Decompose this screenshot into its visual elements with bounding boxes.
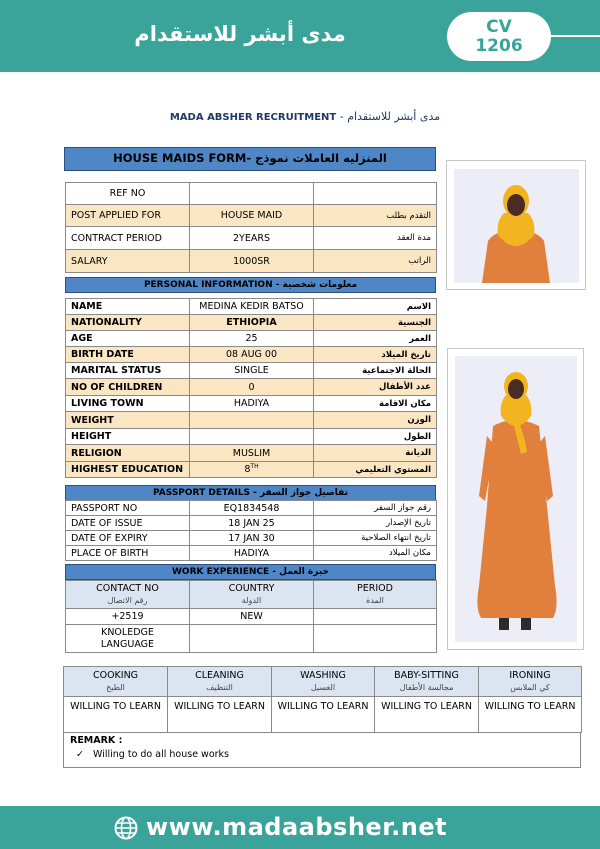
age-label: AGE — [66, 331, 190, 347]
website-link[interactable]: www.madaabsher.net — [146, 813, 448, 841]
skill-washing-header — [272, 667, 375, 697]
skill-babysitting-ar: مجالسة الأطفال — [399, 682, 454, 692]
header-band — [0, 0, 600, 72]
height-label: HEIGHT — [66, 429, 190, 445]
religion-label: RELIGION — [66, 445, 190, 462]
contact-value: +2519 — [66, 609, 190, 625]
post-arabic: التقدم بطلب — [314, 205, 437, 227]
education-label: HIGHEST EDUCATION — [66, 462, 190, 478]
cv-badge — [447, 12, 551, 61]
ref-no-label: REF NO — [66, 183, 190, 205]
religion-arabic: الديانة — [314, 445, 437, 462]
check-icon: ✓ — [76, 749, 84, 760]
religion-value: MUSLIM — [190, 445, 314, 462]
skill-ironing-value: WILLING TO LEARN — [479, 697, 582, 733]
cv-label: CV — [486, 17, 512, 37]
salary-value: 1000SR — [190, 250, 314, 273]
name-label: NAME — [66, 299, 190, 315]
skill-cleaning-ar: التنظيف — [206, 682, 233, 692]
table-row — [66, 379, 437, 396]
age-value: 25 — [190, 331, 314, 347]
education-value — [190, 462, 314, 478]
knowledge-label: KNOLEDGE — [101, 626, 154, 638]
knowledge-language-extra — [314, 625, 437, 653]
skill-washing-ar: الغسيل — [310, 682, 336, 692]
period-column-ar: المدة — [366, 595, 384, 605]
table-row — [66, 315, 437, 331]
table-row — [66, 227, 437, 250]
period-value — [314, 609, 437, 625]
personal-info-table — [65, 298, 437, 478]
full-body-figure-icon — [455, 356, 577, 642]
birth-place-value: HADIYA — [190, 546, 314, 561]
skill-cleaning-header — [168, 667, 272, 697]
table-row — [66, 581, 437, 609]
header-divider — [550, 35, 600, 37]
table-row — [66, 396, 437, 412]
town-value: HADIYA — [190, 396, 314, 412]
country-column-en: COUNTRY — [228, 582, 275, 594]
skill-cooking-value: WILLING TO LEARN — [64, 697, 168, 733]
table-row — [66, 445, 437, 462]
language-label: LANGUAGE — [100, 638, 155, 650]
table-row — [64, 667, 582, 697]
contact-column-ar: رقم الاتصال — [107, 595, 148, 605]
expiry-value: 17 JAN 30 — [190, 531, 314, 546]
knowledge-language-label — [66, 625, 190, 653]
table-row — [66, 412, 437, 429]
portrait-photo — [446, 160, 586, 290]
passport-no-arabic: رقم جواز السفر — [314, 501, 437, 516]
contract-label: CONTRACT PERIOD — [66, 227, 190, 250]
table-row — [66, 205, 437, 227]
marital-value: SINGLE — [190, 363, 314, 379]
footer-band — [0, 806, 600, 849]
subheading-arabic: مدى أبشر للاستقدام — [347, 110, 441, 123]
country-value: NEW — [190, 609, 314, 625]
full-body-photo — [447, 348, 584, 650]
skill-ironing-ar: كي الملابس — [510, 682, 550, 692]
town-label: LIVING TOWN — [66, 396, 190, 412]
subheading-separator: - — [336, 110, 348, 123]
country-column-ar: الدولة — [241, 595, 262, 605]
nationality-arabic: الجنسية — [314, 315, 437, 331]
subheading-english: MADA ABSHER RECRUITMENT — [169, 112, 337, 123]
skill-washing-value: WILLING TO LEARN — [272, 697, 375, 733]
work-experience-header: WORK EXPERIENCE - خبرة العمل — [65, 564, 436, 580]
table-row — [66, 429, 437, 445]
table-row — [66, 516, 437, 531]
skill-cooking-ar: الطبخ — [106, 682, 125, 692]
children-arabic: عدد الأطفال — [314, 379, 437, 396]
issue-label: DATE OF ISSUE — [66, 516, 190, 531]
expiry-label: DATE OF EXPIRY — [66, 531, 190, 546]
table-row — [64, 697, 582, 733]
top-info-table — [65, 182, 437, 273]
weight-value — [190, 412, 314, 429]
skill-cleaning-en: CLEANING — [195, 669, 244, 681]
skill-babysitting-value: WILLING TO LEARN — [375, 697, 479, 733]
issue-arabic: تاريخ الإصدار — [314, 516, 437, 531]
table-row — [66, 183, 437, 205]
skill-ironing-header — [479, 667, 582, 697]
skill-babysitting-header — [375, 667, 479, 697]
weight-arabic: الوزن — [314, 412, 437, 429]
table-row — [66, 462, 437, 478]
table-row — [66, 347, 437, 363]
nationality-label: NATIONALITY — [66, 315, 190, 331]
name-value: MEDINA KEDIR BATSO — [190, 299, 314, 315]
personal-info-header: PERSONAL INFORMATION - معلومات شخصية — [65, 277, 436, 293]
skill-cleaning-value: WILLING TO LEARN — [168, 697, 272, 733]
skills-table — [63, 666, 582, 733]
birth-date-label: BIRTH DATE — [66, 347, 190, 363]
town-arabic: مكان الاقامة — [314, 396, 437, 412]
post-value: HOUSE MAID — [190, 205, 314, 227]
education-suffix: TH — [250, 463, 259, 471]
contract-value: 2YEARS — [190, 227, 314, 250]
cv-number: 1206 — [475, 36, 523, 56]
ref-no-arabic — [314, 183, 437, 205]
children-label: NO OF CHILDREN — [66, 379, 190, 396]
remark-box — [63, 732, 581, 768]
birth-place-arabic: مكان الميلاد — [314, 546, 437, 561]
birth-date-arabic: تاريخ الميلاد — [314, 347, 437, 363]
form-title: HOUSE MAIDS FORM- المنزليه العاملات نموذج — [64, 147, 436, 171]
table-row — [66, 363, 437, 379]
period-column-header — [314, 581, 437, 609]
skill-washing-en: WASHING — [300, 669, 346, 681]
passport-header: PASSPORT DETAILS - تفاصيل جواز السفر — [65, 485, 436, 501]
portrait-figure-icon — [454, 169, 579, 283]
marital-arabic: الحالة الاجتماعية — [314, 363, 437, 379]
skill-cooking-en: COOKING — [92, 669, 139, 681]
table-row — [66, 331, 437, 347]
table-row — [66, 501, 437, 516]
post-label: POST APPLIED FOR — [66, 205, 190, 227]
contract-arabic: مدة العقد — [314, 227, 437, 250]
name-arabic: الاسم — [314, 299, 437, 315]
knowledge-language-value — [190, 625, 314, 653]
issue-value: 18 JAN 25 — [190, 516, 314, 531]
skill-ironing-en: IRONING — [509, 669, 551, 681]
height-value — [190, 429, 314, 445]
birth-place-label: PLACE OF BIRTH — [66, 546, 190, 561]
height-arabic: الطول — [314, 429, 437, 445]
salary-arabic: الراتب — [314, 250, 437, 273]
contact-column-en: CONTACT NO — [96, 582, 159, 594]
work-experience-table — [65, 580, 437, 653]
globe-icon — [114, 816, 138, 840]
table-row — [66, 625, 437, 653]
weight-label: WEIGHT — [66, 412, 190, 429]
remark-title: REMARK : — [70, 735, 123, 746]
passport-no-value: EQ1834548 — [190, 501, 314, 516]
ref-no-value — [190, 183, 314, 205]
country-column-header — [190, 581, 314, 609]
passport-table — [65, 500, 437, 561]
period-column-en: PERIOD — [357, 582, 393, 594]
table-row — [66, 531, 437, 546]
passport-no-label: PASSPORT NO — [66, 501, 190, 516]
contact-column-header — [66, 581, 190, 609]
remark-item — [76, 749, 229, 760]
brand-arabic: مدى أبشر للاستقدام — [134, 22, 346, 46]
children-value: 0 — [190, 379, 314, 396]
table-row — [66, 299, 437, 315]
education-number: 8 — [244, 464, 251, 476]
table-row — [66, 546, 437, 561]
skill-babysitting-en: BABY-SITTING — [394, 669, 459, 681]
expiry-arabic: تاريخ انتهاء الصلاحية — [314, 531, 437, 546]
age-arabic: العمر — [314, 331, 437, 347]
table-row — [66, 609, 437, 625]
table-row — [66, 250, 437, 273]
skill-cooking-header — [64, 667, 168, 697]
education-arabic: المستوي التعليمي — [314, 462, 437, 478]
birth-date-value: 08 AUG 00 — [190, 347, 314, 363]
salary-label: SALARY — [66, 250, 190, 273]
nationality-value: ETHIOPIA — [190, 315, 314, 331]
remark-text: Willing to do all house works — [93, 749, 229, 760]
marital-label: MARITAL STATUS — [66, 363, 190, 379]
subheading — [140, 108, 470, 126]
